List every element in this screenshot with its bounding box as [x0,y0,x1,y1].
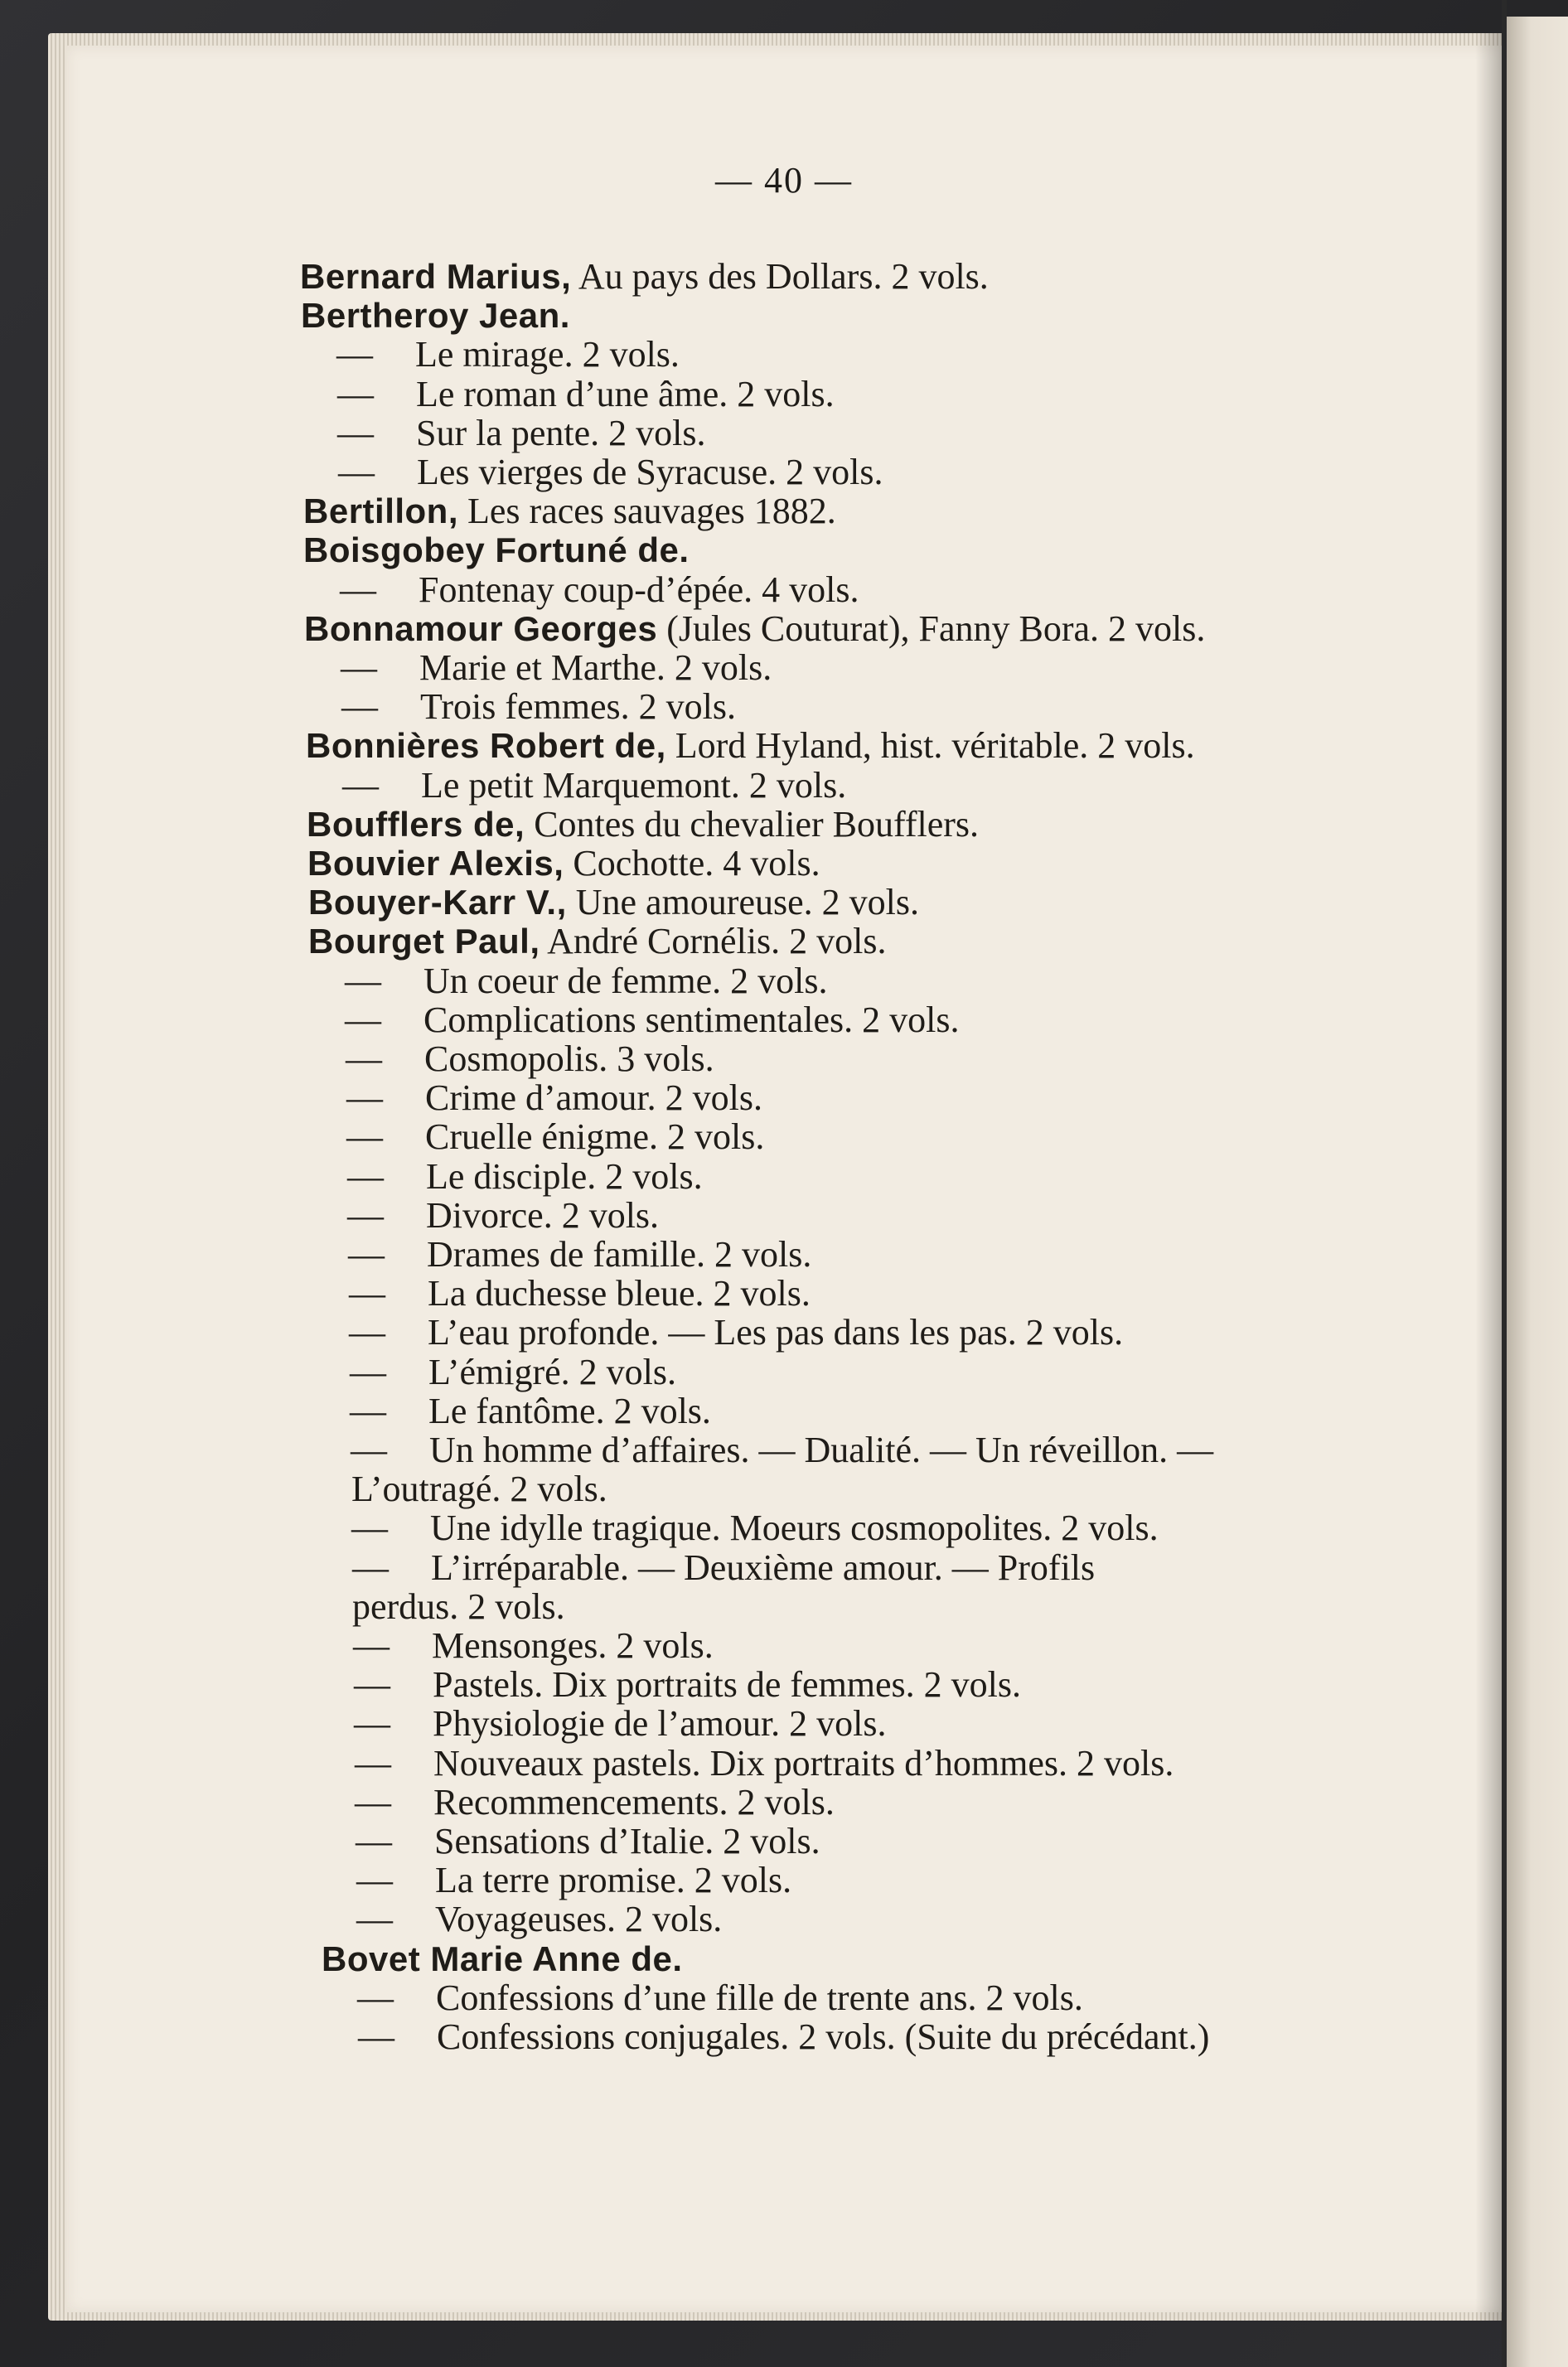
work-title: Contes du chevalier Boufflers. [525,804,980,845]
author-entry [308,922,887,961]
ditto-dash: — [355,1743,391,1784]
work-entry [355,1744,1391,1784]
work-title: Physiologie de l’amour. 2 vols. [433,1703,887,1744]
work-title: Une idylle tragique. Moeurs cosmopolites. 2 vols. [430,1508,1159,1548]
work-title: Mensonges. 2 vols. [432,1625,714,1666]
ditto-dash: — [337,374,374,414]
work-title: Un coeur de femme. 2 vols. [423,961,828,1001]
work-title: Cochotte. 4 vols. [564,843,820,883]
author-entry [306,726,1195,766]
ditto-dash: — [351,1508,388,1548]
ditto-dash: — [356,1899,393,1939]
work-title: L’émigré. 2 vols. [428,1352,676,1392]
ditto-dash: — [346,1077,383,1118]
work-entry [336,335,1372,375]
work-entry [348,1235,1384,1275]
work-entry [356,1900,1392,1939]
ditto-dash: — [356,1860,393,1900]
ditto-dash: — [358,2016,394,2057]
work-entry [351,1430,1387,1470]
work-entry [337,375,1373,414]
work-entry [349,1313,1385,1353]
work-entry [357,1978,1393,2018]
ditto-dash: — [346,1116,383,1157]
ditto-dash: — [341,647,377,688]
work-title: Complications sentimentales. 2 vols. [423,1000,960,1040]
work-title: Confessions conjugales. 2 vols. (Suite du précédant.) [437,2016,1210,2057]
work-title: Cruelle énigme. 2 vols. [425,1116,765,1157]
author-entry [300,257,989,297]
work-entry [346,1078,1382,1118]
author-name: Bonnières Robert de, [306,726,666,765]
ditto-dash: — [351,1430,387,1470]
ditto-dash: — [353,1625,390,1666]
work-title: Nouveaux pastels. Dix portraits d’hommes. 2 vols. [433,1743,1174,1784]
ditto-dash: — [337,413,374,453]
ditto-dash: — [350,1352,386,1392]
work-entry [338,453,1374,492]
author-entry [307,844,820,883]
ditto-dash: — [342,765,379,806]
ditto-dash: — [336,334,373,375]
work-entry [352,1548,1388,1588]
work-title: Les races sauvages 1882. [458,491,836,531]
work-title: L’irréparable. — Deuxième amour. — Profils [431,1547,1096,1588]
author-name: Boisgobey Fortuné de. [303,530,690,569]
ditto-dash: — [354,1664,390,1705]
work-entry [345,961,1381,1001]
ditto-dash: — [345,961,381,1001]
work-title: Divorce. 2 vols. [426,1195,660,1236]
work-entry [354,1665,1390,1705]
work-entry [346,1117,1382,1157]
author-name: Bernard Marius, [300,257,572,296]
author-name: Boufflers de, [307,805,525,844]
work-entry [347,1157,1383,1197]
work-entry [341,648,1377,688]
work-title: La duchesse bleue. 2 vols. [428,1273,811,1314]
ditto-dash: — [345,1000,381,1040]
work-entry [349,1274,1385,1314]
work-title: perdus. 2 vols. [352,1586,565,1627]
ditto-dash: — [357,1977,394,2018]
ditto-dash: — [356,1821,392,1861]
work-title: L’eau profonde. — Les pas dans les pas. 2 vols. [428,1312,1124,1353]
ditto-dash: — [348,1234,385,1275]
author-name: Bertheroy Jean. [301,296,570,335]
work-entry [342,766,1378,806]
work-entry [351,1508,1387,1548]
ditto-dash: — [354,1703,390,1744]
work-entry [354,1704,1390,1744]
work-entry [356,1861,1392,1900]
author-entry [304,609,1205,649]
author-name: Bonnamour Georges [304,609,658,648]
ditto-dash: — [347,1156,384,1197]
work-entry [341,687,1377,727]
author-entry [322,1939,683,1979]
work-title: Sensations d’Italie. 2 vols. [434,1821,820,1861]
work-entry [345,1000,1381,1040]
author-name: Bovet Marie Anne de. [322,1939,683,1978]
work-entry [340,570,1376,610]
ditto-dash: — [349,1273,385,1314]
work-title: Au pays des Dollars. 2 vols. [571,256,989,297]
work-title: Cosmopolis. 3 vols. [424,1038,714,1079]
work-entry [350,1353,1386,1392]
work-title: La terre promise. 2 vols. [435,1860,792,1900]
work-title: Voyageuses. 2 vols. [435,1899,723,1939]
work-entry [346,1039,1382,1079]
work-title: Lord Hyland, hist. véritable. 2 vols. [665,725,1195,766]
work-title: Un homme d’affaires. — Dualité. — Un réveillon. — [429,1430,1214,1470]
work-title: André Cornélis. 2 vols. [540,921,887,961]
ditto-dash: — [341,686,378,727]
author-entry [308,883,919,922]
work-title: L’outragé. 2 vols. [351,1469,607,1509]
work-title: Crime d’amour. 2 vols. [425,1077,762,1118]
work-title: Trois femmes. 2 vols. [420,686,736,727]
work-title: Sur la pente. 2 vols. [416,413,706,453]
work-entry [356,1822,1391,1861]
work-title: Le fantôme. 2 vols. [428,1391,711,1431]
work-title: Les vierges de Syracuse. 2 vols. [417,452,883,492]
author-name: Bertillon, [303,491,459,530]
work-entry [355,1783,1391,1822]
ditto-dash: — [346,1038,382,1079]
work-title: Recommencements. 2 vols. [433,1782,835,1822]
author-entry [303,530,690,570]
work-title: Marie et Marthe. 2 vols. [419,647,772,688]
author-name: Bourget Paul, [308,922,540,961]
work-entry [353,1626,1389,1666]
work-title: Le petit Marquemont. 2 vols. [421,765,847,806]
work-title: Le disciple. 2 vols. [426,1156,703,1197]
work-title: Une amoureuse. 2 vols. [566,882,919,922]
ditto-dash: — [355,1782,391,1822]
work-title: Pastels. Dix portraits de femmes. 2 vols. [433,1664,1022,1705]
ditto-dash: — [347,1195,384,1236]
author-name: Bouyer-Karr V., [308,883,567,922]
work-continuation [351,1469,1387,1509]
ditto-dash: — [350,1391,386,1431]
author-name: Bouvier Alexis, [307,844,564,883]
work-title: Le mirage. 2 vols. [415,334,680,375]
page-number: — 40 — [715,160,853,201]
work-title: (Jules Couturat), Fanny Bora. 2 vols. [657,608,1206,649]
work-entry [347,1196,1383,1236]
work-entry [358,2017,1394,2057]
ditto-dash: — [340,569,376,610]
ditto-dash: — [349,1312,385,1353]
work-title: Confessions d’une fille de trente ans. 2 vols. [436,1977,1083,2018]
author-entry [303,491,836,531]
work-continuation [352,1587,1388,1627]
work-title: Fontenay coup-d’épée. 4 vols. [419,569,859,610]
ditto-dash: — [352,1547,389,1588]
author-entry [301,296,570,336]
author-entry [307,805,979,845]
work-entry [350,1392,1386,1431]
work-title: Le roman d’une âme. 2 vols. [416,374,835,414]
ditto-dash: — [338,452,375,492]
work-title: Drames de famille. 2 vols. [427,1234,812,1275]
work-entry [337,414,1373,453]
